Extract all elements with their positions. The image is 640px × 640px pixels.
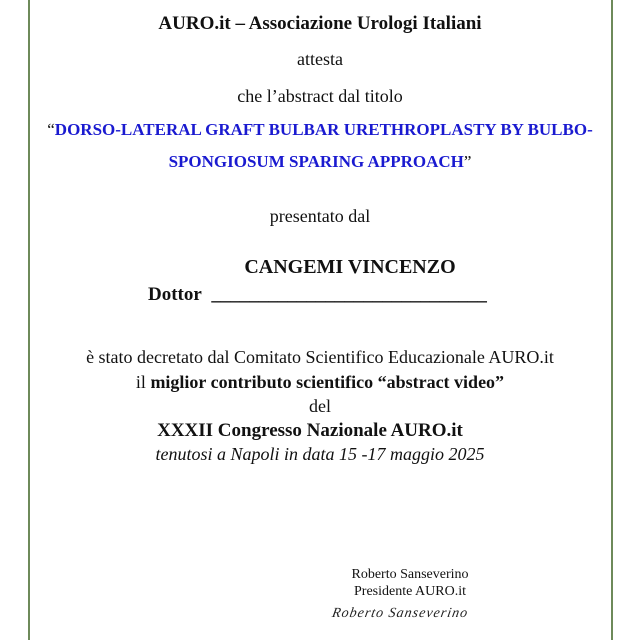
handwritten-signature: Roberto Sanseverino <box>330 606 470 621</box>
attesta-text: attesta <box>297 49 343 69</box>
dottor-underline: _____________________________ <box>211 284 487 305</box>
signer-name: Roberto Sanseverino <box>351 567 469 582</box>
abstract-title-line1: “DORSO-LATERAL GRAFT BULBAR URETHROPLASTY BY BULBO- <box>47 120 593 139</box>
congress-details: tenutosi a Napoli in data 15 -17 maggio 2025 <box>155 444 485 464</box>
del-text: del <box>309 396 331 416</box>
congress-name: XXXII Congresso Nazionale AURO.it <box>157 420 463 441</box>
award-line: il miglior contributo scientifico “abstract video” <box>135 372 505 392</box>
decree-line: è stato decretato dal Comitato Scientifico Educazionale AURO.it <box>86 347 554 367</box>
recipient-name: CANGEMI VINCENZO <box>244 256 456 278</box>
association-header: AURO.it – Associazione Urologi Italiani <box>158 13 482 34</box>
abstract-intro: che l’abstract dal titolo <box>237 86 403 106</box>
dottor-field <box>148 284 487 306</box>
signer-role: Presidente AURO.it <box>354 584 466 599</box>
abstract-title-line2: SPONGIOSUM SPARING APPROACH” <box>168 152 472 171</box>
presented-by: presentato dal <box>269 206 371 226</box>
dottor-label: Dottor <box>148 284 202 305</box>
